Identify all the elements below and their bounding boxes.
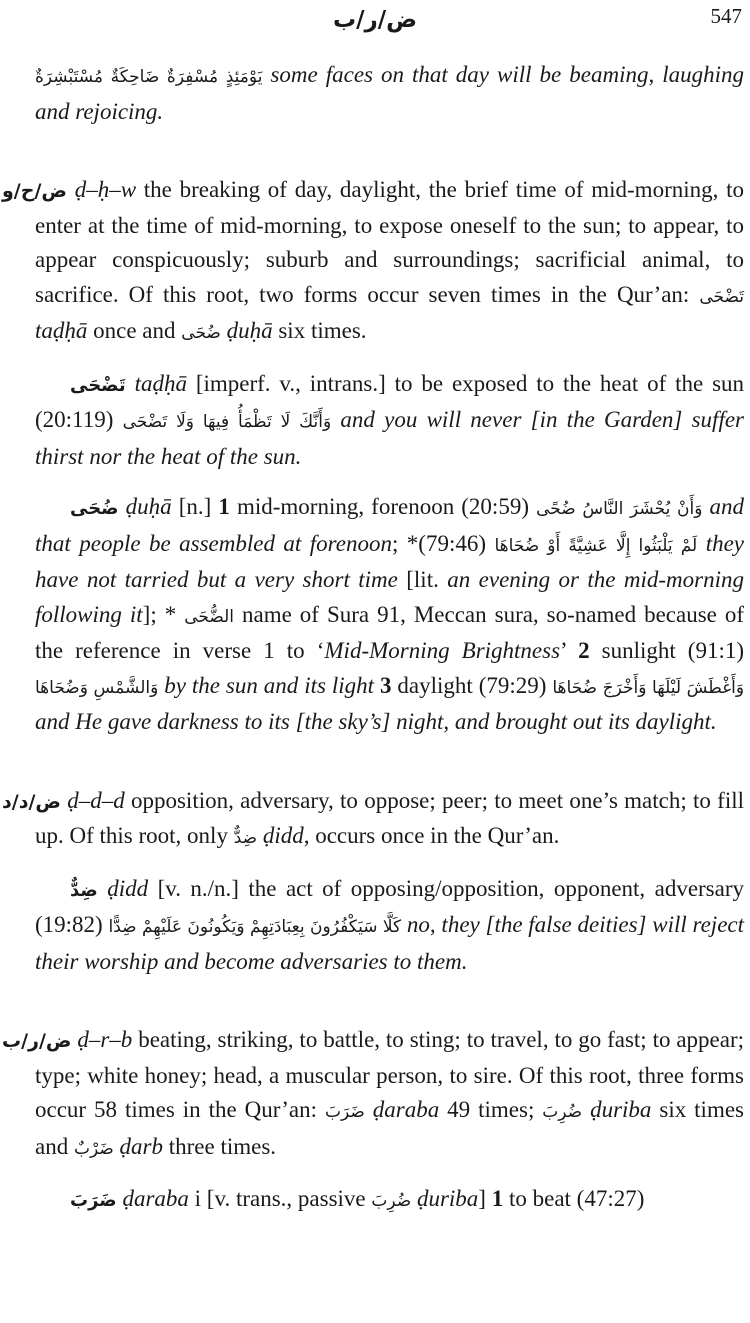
form-count: once and	[93, 318, 176, 343]
root-arabic: ض/ح/و	[2, 180, 67, 202]
form-count: 49 times;	[447, 1097, 535, 1122]
root-arabic: ض/ر/ب	[2, 1030, 72, 1052]
definition: daylight (79:29)	[397, 672, 547, 698]
form-arabic: ضَرَبَ	[324, 1102, 365, 1122]
running-head: ض/ر/ب	[332, 7, 418, 33]
arabic-quote: وَأَنْ يُحْشَرَ النَّاسُ ضُحًى	[536, 499, 703, 519]
definition: [imperf. v., intrans.] to be exposed to the heat of the sun (20:119)	[35, 370, 745, 432]
translation: and that people be assembled at forenoon	[35, 494, 745, 556]
form-arabic: تَضْحَى	[699, 286, 745, 307]
translation: they have not tarried but a very short time	[35, 530, 745, 592]
root-transliteration: ḍ–ḥ–w	[74, 177, 137, 202]
sub-entry-didd	[0, 872, 750, 980]
note-text: ’	[560, 638, 566, 663]
form-transliteration: ḍuriba	[416, 1186, 479, 1211]
sense-number: 1	[218, 494, 230, 519]
headword-arabic: ضَرَبَ	[70, 1190, 117, 1211]
form-arabic: ضُحَى	[181, 323, 221, 343]
root-description: the breaking of day, daylight, the brief time of mid-morning, to enter at the time of mid-morning, to expose oneself to the sun; to appear, to appear conspicuously; suburb and surroundings; sacrificial animal, to sacrifice. Of this root, two forms occur seven times in the Qur’an:	[35, 177, 744, 307]
headword-transliteration: taḍḥā	[134, 370, 187, 396]
grammar-label: i [v. trans., passive	[194, 1186, 366, 1211]
page-body	[0, 58, 750, 1219]
note-text: [lit.	[406, 567, 439, 592]
headword-transliteration: ḍuḥā	[125, 494, 172, 519]
form-transliteration: taḍḥā	[35, 318, 88, 343]
definition: [v. n./n.] the act of opposing/opposition, opponent, adversary (19:82)	[35, 875, 744, 937]
verse-continuation	[0, 58, 750, 129]
translation: by the sun and its light	[164, 672, 375, 698]
form-transliteration: ḍaraba	[372, 1097, 440, 1122]
form-count: , occurs once in the Qur’an.	[303, 823, 560, 848]
arabic-quote: وَالشَّمْسِ وَضُحَاهَا	[35, 677, 159, 698]
arabic-quote: الضُّحَى	[184, 606, 235, 627]
arabic-quote: وَأَنَّكَ لَا تَظْمَأُ فِيهَا وَلَا تَضْحَى	[122, 412, 332, 432]
sense-number: 3	[379, 672, 392, 698]
form-arabic: ضَرْبٌ	[73, 1138, 114, 1159]
headword-transliteration: ḍidd	[107, 875, 149, 901]
sense-number: 1	[491, 1186, 504, 1211]
arabic-quote: وَأَغْطَشَ لَيْلَهَا وَأَخْرَجَ ضُحَاهَا	[552, 677, 745, 698]
sub-entry-duha	[0, 490, 750, 740]
sub-entry-daraba	[0, 1182, 750, 1219]
form-transliteration: ḍuḥā	[226, 318, 273, 343]
page-header	[0, 0, 750, 40]
arabic-quote: لَمْ يَلْبَثُوا إِلَّا عَشِيَّةً أَوْ ضُحَاهَا	[494, 535, 698, 556]
root-transliteration: ḍ–d–d	[67, 787, 125, 813]
translation: and you will never [in the Garden] suffer thirst nor the heat of the sun.	[35, 407, 744, 469]
arabic-quote: يَوْمَئِذٍ مُسْفِرَةٌ ضَاحِكَةٌ مُسْتَبْشِرَةٌ	[35, 67, 263, 87]
sense-number: 2	[578, 638, 590, 663]
definition: to beat (47:27)	[508, 1186, 645, 1211]
translation: no, they [the false deities] will reject their worship and become adversaries to them.	[35, 912, 745, 974]
headword-arabic: ضُحَى	[70, 498, 119, 519]
form-transliteration: ḍuriba	[590, 1097, 652, 1122]
form-arabic: ضُرِبَ	[542, 1102, 583, 1122]
headword-arabic: ضِدٌّ	[70, 879, 98, 901]
translation: Mid-Morning Brightness	[324, 638, 561, 663]
form-arabic: ضُرِبَ	[371, 1191, 412, 1211]
sub-entry-tadha	[0, 367, 750, 475]
root-transliteration: ḍ–r–b	[77, 1027, 133, 1052]
form-arabic: ضِدٌّ	[233, 828, 258, 848]
arabic-quote: كَلَّا سَيَكْفُرُونَ بِعِبَادَتِهِمْ وَيَكُونُونَ عَلَيْهِمْ ضِدًّا	[108, 917, 402, 937]
headword-arabic: تَضْحَى	[70, 374, 126, 396]
form-transliteration: ḍidd	[262, 823, 304, 848]
definition: name of Sura 91, Meccan sura, so-named because of the reference in verse 1 to ‘	[35, 601, 745, 663]
root-entry-d-h-w	[0, 173, 750, 351]
grammar-label: [n.]	[178, 494, 212, 519]
form-count: six times.	[278, 318, 367, 343]
definition: sunlight (91:1)	[601, 638, 745, 663]
root-arabic: ض/د/د	[2, 790, 61, 813]
headword-transliteration: ḍaraba	[122, 1186, 189, 1211]
root-entry-d-d-d	[0, 784, 750, 856]
form-count: six times and	[35, 1097, 744, 1159]
translation: and He gave darkness to its [the sky’s] night, and brought out its daylight.	[35, 709, 717, 734]
reference: ; *(79:46)	[391, 530, 487, 556]
root-description: opposition, adversary, to oppose; peer; to meet one’s match; to fill up. Of this root, only	[35, 787, 744, 848]
grammar-label: ]	[478, 1186, 486, 1211]
root-description: beating, striking, to battle, to sting; to travel, to go fast; to appear; type; white honey; head, a muscular person, to sire. Of this root, three forms occur 58 times in the Qur’an:	[35, 1027, 745, 1122]
form-transliteration: ḍarb	[119, 1133, 163, 1159]
root-entry-d-r-b	[0, 1023, 750, 1166]
note-text: ]; *	[142, 601, 177, 627]
translation: an evening or the mid-morning following it	[35, 567, 745, 627]
page-number: 547	[710, 4, 742, 28]
definition: mid-morning, forenoon (20:59)	[236, 494, 529, 519]
translation: some faces on that day will be beaming, laughing and rejoicing.	[35, 62, 745, 124]
form-count: three times.	[168, 1133, 277, 1159]
